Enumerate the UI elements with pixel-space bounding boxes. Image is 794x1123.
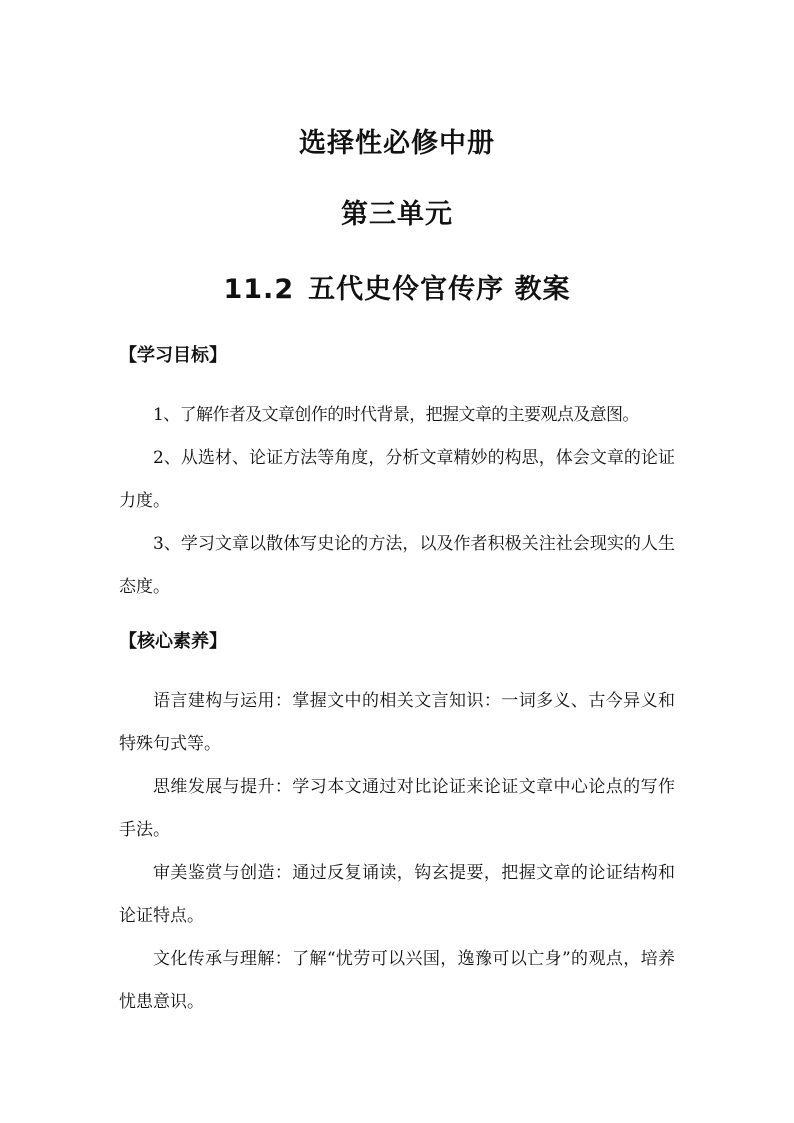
lesson-name: 五代史伶官传序 教案 [308,274,571,305]
goal-paragraph-3: 3、学习文章以散体写史论的方法，以及作者积极关注社会现实的人生态度。 [119,534,675,597]
literacy-paragraph-3: 审美鉴赏与创造：通过反复诵读，钩玄提要，把握文章的论证结构和论证特点。 [119,863,675,926]
literacy-paragraph-1: 语言建构与运用：掌握文中的相关文言知识：一词多义、古今异义和特殊句式等。 [119,691,675,754]
section-heading-learning-goals: 【学习目标】 [119,345,227,366]
section-heading-core-literacy: 【核心素养】 [119,631,227,652]
lesson-title [0,272,794,308]
goal-paragraph-1: 1、了解作者及文章创作的时代背景，把握文章的主要观点及意图。 [153,405,639,425]
book-title: 选择性必修中册 [299,128,495,159]
literacy-paragraph-4: 文化传承与理解：了解“忧劳可以兴国，逸豫可以亡身”的观点，培养忧患意识。 [119,949,675,1012]
lesson-number: 11.2 [223,274,295,305]
goal-paragraph-2: 2、从选材、论证方法等角度，分析文章精妙的构思，体会文章的论证力度。 [119,448,675,511]
unit-title: 第三单元 [341,199,453,230]
literacy-paragraph-2: 思维发展与提升：学习本文通过对比论证来论证文章中心论点的写作手法。 [119,777,675,840]
